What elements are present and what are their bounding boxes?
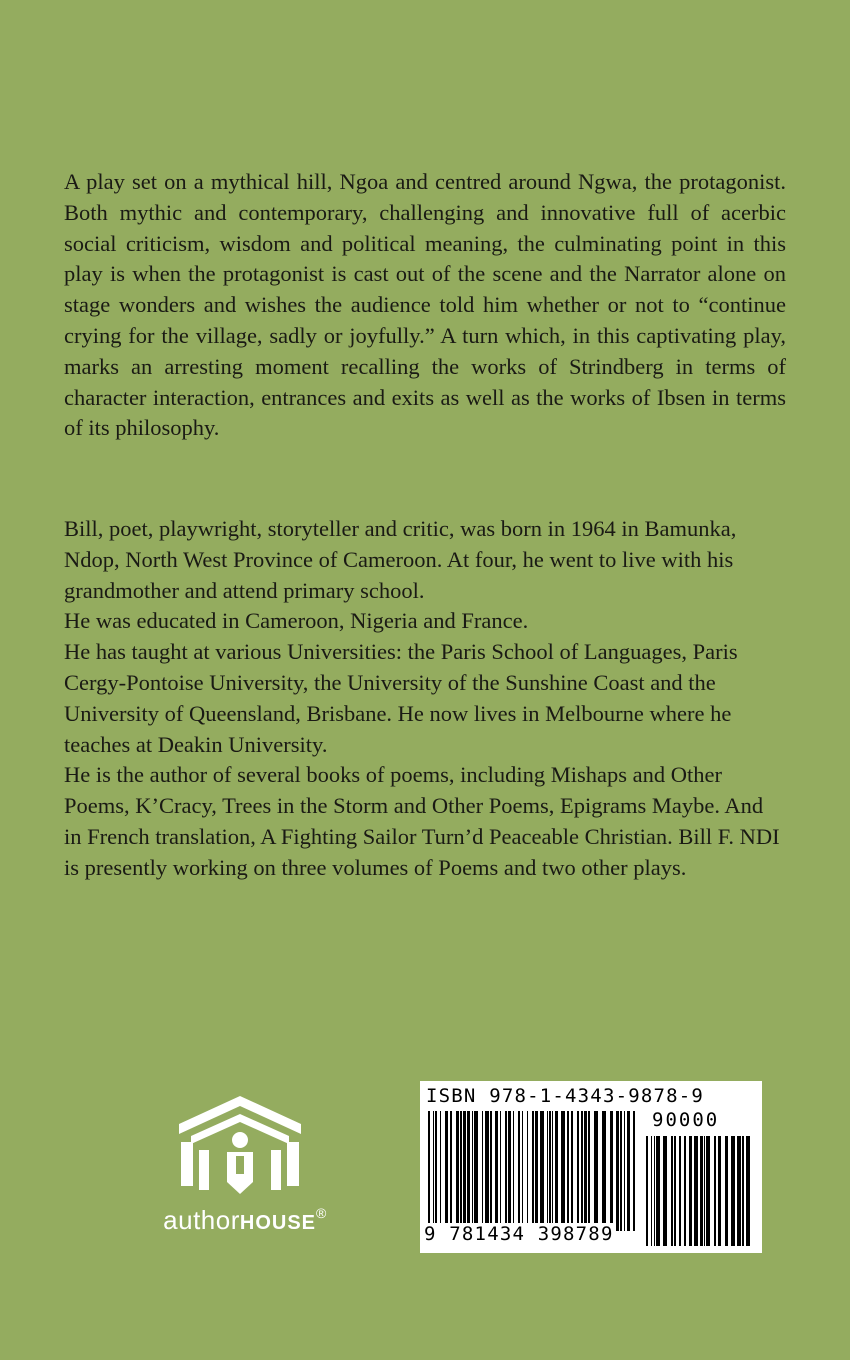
ean-barcode-bars [428, 1111, 638, 1231]
publisher-wordmark-house: HOUSE [239, 1212, 317, 1234]
isbn-barcode [420, 1081, 762, 1253]
isbn-label: ISBN 978-1-4343-9878-9 [426, 1085, 705, 1107]
bio-paragraph-education: He was educated in Cameroon, Nigeria and France. [64, 608, 529, 634]
author-bio [64, 514, 786, 884]
blurb-paragraph: A play set on a mythical hill, Ngoa and centred around Ngwa, the protagonist. Both mythic and contemporary, challenging and innovative full of acerbic social criticism, wisdom and political meaning, the culminating point in this play is when the protagonist is cast out of the scene and the Narrator alone on stage wonders and wishes the audience told him whether or not to “continue crying for the village, sadly or joyfully.” A turn which, in this captivating play, marks an arresting moment recalling the works of Strindberg in terms of character interaction, entrances and exits as well as the works of Ibsen in terms of its philosophy. [64, 169, 786, 441]
addon-barcode-bars [646, 1136, 751, 1246]
publisher-wordmark-author: author [163, 1205, 240, 1235]
registered-mark: ® [316, 1205, 327, 1221]
bio-paragraph-works: He is the author of several books of poems, including Mishaps and Other Poems, K’Cracy, Trees in the Storm and Other Poems, Epigrams Maybe. And in French translation, A Fighting Sailor Turn’d Peaceable Christian. Bill F. NDI is presently working on three volumes of Poems and two other plays. [64, 762, 780, 880]
bio-paragraph-birth: Bill, poet, playwright, storyteller and critic, was born in 1964 in Bamunka, Ndop, North West Province of Cameroon. At four, he went to live with his grandmother and attend primary school. [64, 516, 737, 603]
publisher-house-book-icon [175, 1090, 305, 1200]
price-code-label: 90000 [652, 1109, 720, 1131]
bio-paragraph-teaching: He has taught at various Universities: the Paris School of Languages, Paris Cergy-Pontoise University, the University of the Sunshine Coast and the University of Queensland, Brisbane. He now lives in Melbourne where he teaches at Deakin University. [64, 639, 738, 757]
publisher-wordmark [130, 1205, 360, 1236]
book-blurb [64, 167, 786, 444]
publisher-block [130, 1090, 370, 1250]
ean-digits: 9 781434 398789 [424, 1223, 614, 1245]
